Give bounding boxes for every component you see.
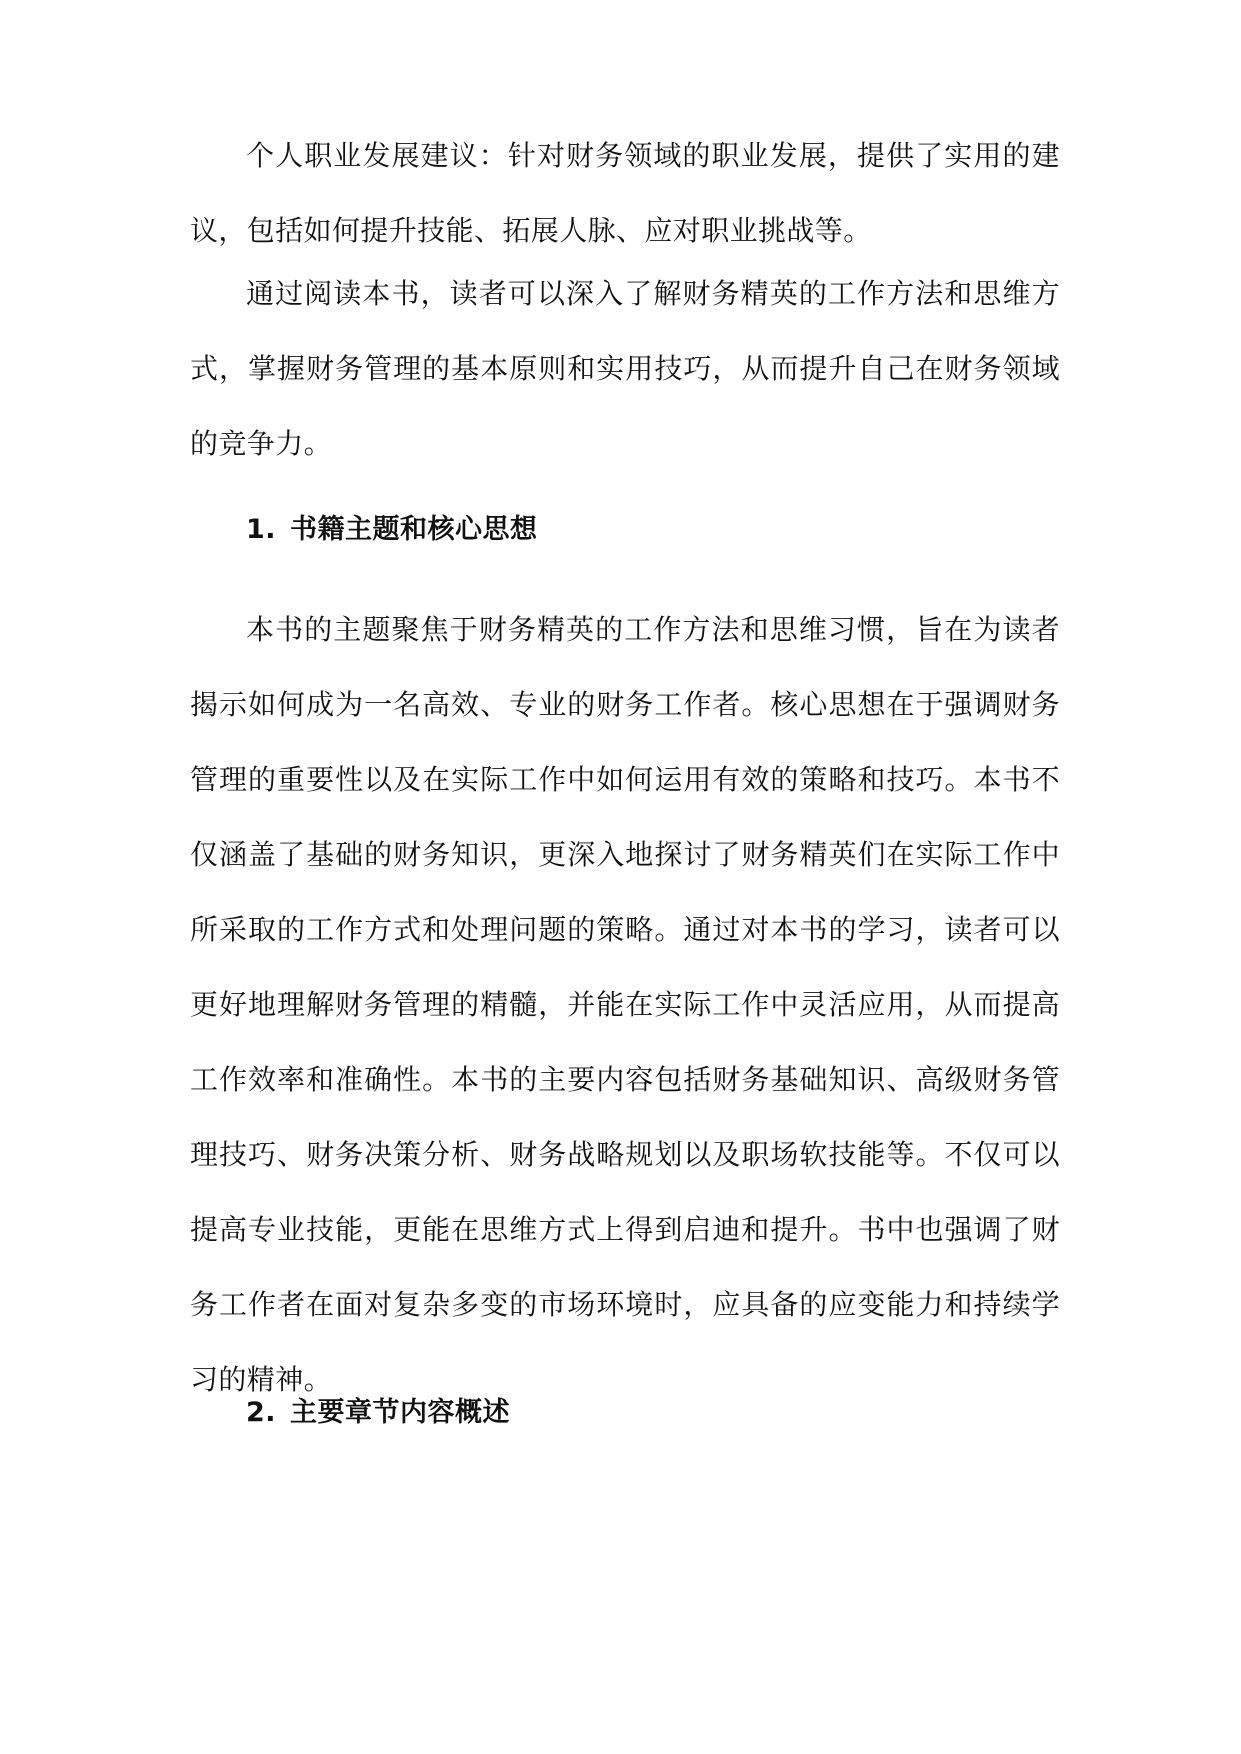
paragraph-book-theme: 本书的主题聚焦于财务精英的工作方法和思维习惯，旨在为读者揭示如何成为一名高效、专业的财务工作者。核心思想在于强调财务管理的重要性以及在实际工作中如何运用有效的策略和技巧。本书不仅涵盖了基础的财务知识，更深入地探讨了财务精英们在实际工作中所采取的工作方式和处理问题的策略。通过对本书的学习，读者可以更好地理解财务管理的精髓，并能在实际工作中灵活应用，从而提高工作效率和准确性。本书的主要内容包括财务基础知识、高级财务管理技巧、财务决策分析、财务战略规划以及职场软技能等。不仅可以提高专业技能，更能在思维方式上得到启迪和提升。书中也强调了财务工作者在面对复杂多变的市场环境时，应具备的应变能力和持续学习的精神。 (190, 613, 1060, 1396)
section-heading-number: 1. (246, 514, 277, 545)
section-heading-text: 书籍主题和核心思想 (290, 514, 538, 545)
paragraph-career-advice: 个人职业发展建议：针对财务领域的职业发展，提供了实用的建议，包括如何提升技能、拓展人脉、应对职业挑战等。 (190, 139, 1060, 247)
section-heading-text: 主要章节内容概述 (290, 1397, 510, 1428)
section-heading-1 (246, 510, 538, 550)
section-heading-number: 2. (246, 1397, 277, 1428)
paragraph-reading-benefits: 通过阅读本书，读者可以深入了解财务精英的工作方法和思维方式，掌握财务管理的基本原则和实用技巧，从而提升自己在财务领域的竞争力。 (190, 277, 1060, 460)
section-heading-2 (246, 1393, 510, 1433)
